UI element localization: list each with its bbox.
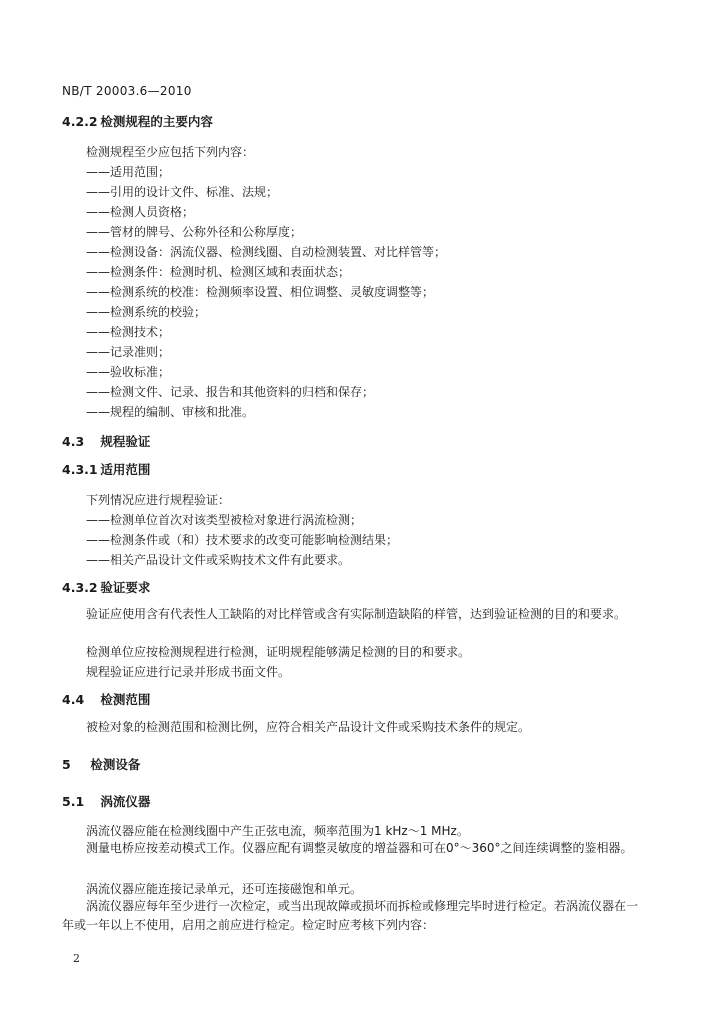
- section-number: 5.1: [62, 794, 85, 809]
- list-item: ——验收标准；: [86, 365, 171, 379]
- list-item: ——规程的编制、审核和批准。: [86, 405, 255, 419]
- paragraph: 下列情况应进行规程验证：: [86, 493, 231, 507]
- paragraph: 测量电桥应按差动模式工作。仪器应配有调整灵敏度的增益器和可在0°～360°之间连续调整的鉴相器。: [86, 841, 633, 855]
- section-title: 验证要求: [100, 580, 151, 595]
- standard-code: NB/T 20003.6—2010: [62, 84, 192, 98]
- page-number: 2: [73, 952, 80, 965]
- section-title: 适用范围: [100, 462, 151, 477]
- paragraph: 验证应使用含有代表性人工缺陷的对比样管或含有实际制造缺陷的样管，达到验证检测的目的和要求。: [86, 607, 627, 621]
- list-item: ——管材的牌号、公称外径和公称厚度；: [86, 225, 303, 239]
- heading-4-3-1: [62, 460, 150, 478]
- list-item: ——引用的设计文件、标准、法规；: [86, 185, 279, 199]
- section-number: 4.3: [62, 434, 85, 449]
- heading-4-2-2: [62, 112, 213, 130]
- list-item: ——适用范围；: [86, 165, 171, 179]
- section-title: 规程验证: [100, 434, 151, 449]
- section-number: 4.3.1: [62, 462, 98, 477]
- list-item: ——检测文件、记录、报告和其他资料的归档和保存；: [86, 385, 375, 399]
- section-title: 检测设备: [90, 757, 141, 772]
- list-item: ——记录准则；: [86, 345, 171, 359]
- heading-5: [62, 755, 140, 773]
- paragraph: 规程验证应进行记录并形成书面文件。: [86, 665, 291, 679]
- heading-4-4: [62, 690, 150, 708]
- section-number: 4.2.2: [62, 114, 98, 129]
- list-item: ——检测系统的校准：检测频率设置、相位调整、灵敏度调整等；: [86, 285, 435, 299]
- section-number: 4.3.2: [62, 580, 98, 595]
- section-title: 检测范围: [100, 692, 151, 707]
- list-item: ——检测条件：检测时机、检测区域和表面状态；: [86, 265, 351, 279]
- section-title: 检测规程的主要内容: [100, 114, 213, 129]
- heading-4-3-2: [62, 578, 150, 596]
- section-number: 5: [62, 757, 71, 772]
- list-item: ——检测单位首次对该类型被检对象进行涡流检测；: [86, 513, 363, 527]
- paragraph: 涡流仪器应每年至少进行一次检定，或当出现故障或损坏而拆检或修理完毕时进行检定。若涡流仪器在一年或一年以上不使用，启用之前应进行检定。检定时应考核下列内容：: [62, 899, 639, 932]
- list-item: ——检测系统的校验；: [86, 305, 207, 319]
- paragraph: 检测规程至少应包括下列内容：: [86, 145, 255, 159]
- section-number: 4.4: [62, 692, 85, 707]
- list-item: ——检测人员资格；: [86, 205, 195, 219]
- paragraph: 涡流仪器应能在检测线圈中产生正弦电流，频率范围为1 kHz～1 MHz。: [86, 824, 469, 838]
- list-item: ——相关产品设计文件或采购技术文件有此要求。: [86, 553, 351, 567]
- section-title: 涡流仪器: [100, 794, 151, 809]
- paragraph: 检测单位应按检测规程进行检测，证明规程能够满足检测的目的和要求。: [86, 645, 471, 659]
- list-item: ——检测技术；: [86, 325, 171, 339]
- list-item: ——检测条件或（和）技术要求的改变可能影响检测结果；: [86, 533, 399, 547]
- paragraph: 被检对象的检测范围和检测比例，应符合相关产品设计文件或采购技术条件的规定。: [86, 720, 531, 734]
- list-item: ——检测设备：涡流仪器、检测线圈、自动检测装置、对比样管等；: [86, 245, 447, 259]
- paragraph: 涡流仪器应能连接记录单元，还可连接磁饱和单元。: [86, 882, 363, 896]
- heading-4-3: [62, 432, 150, 450]
- heading-5-1: [62, 792, 150, 810]
